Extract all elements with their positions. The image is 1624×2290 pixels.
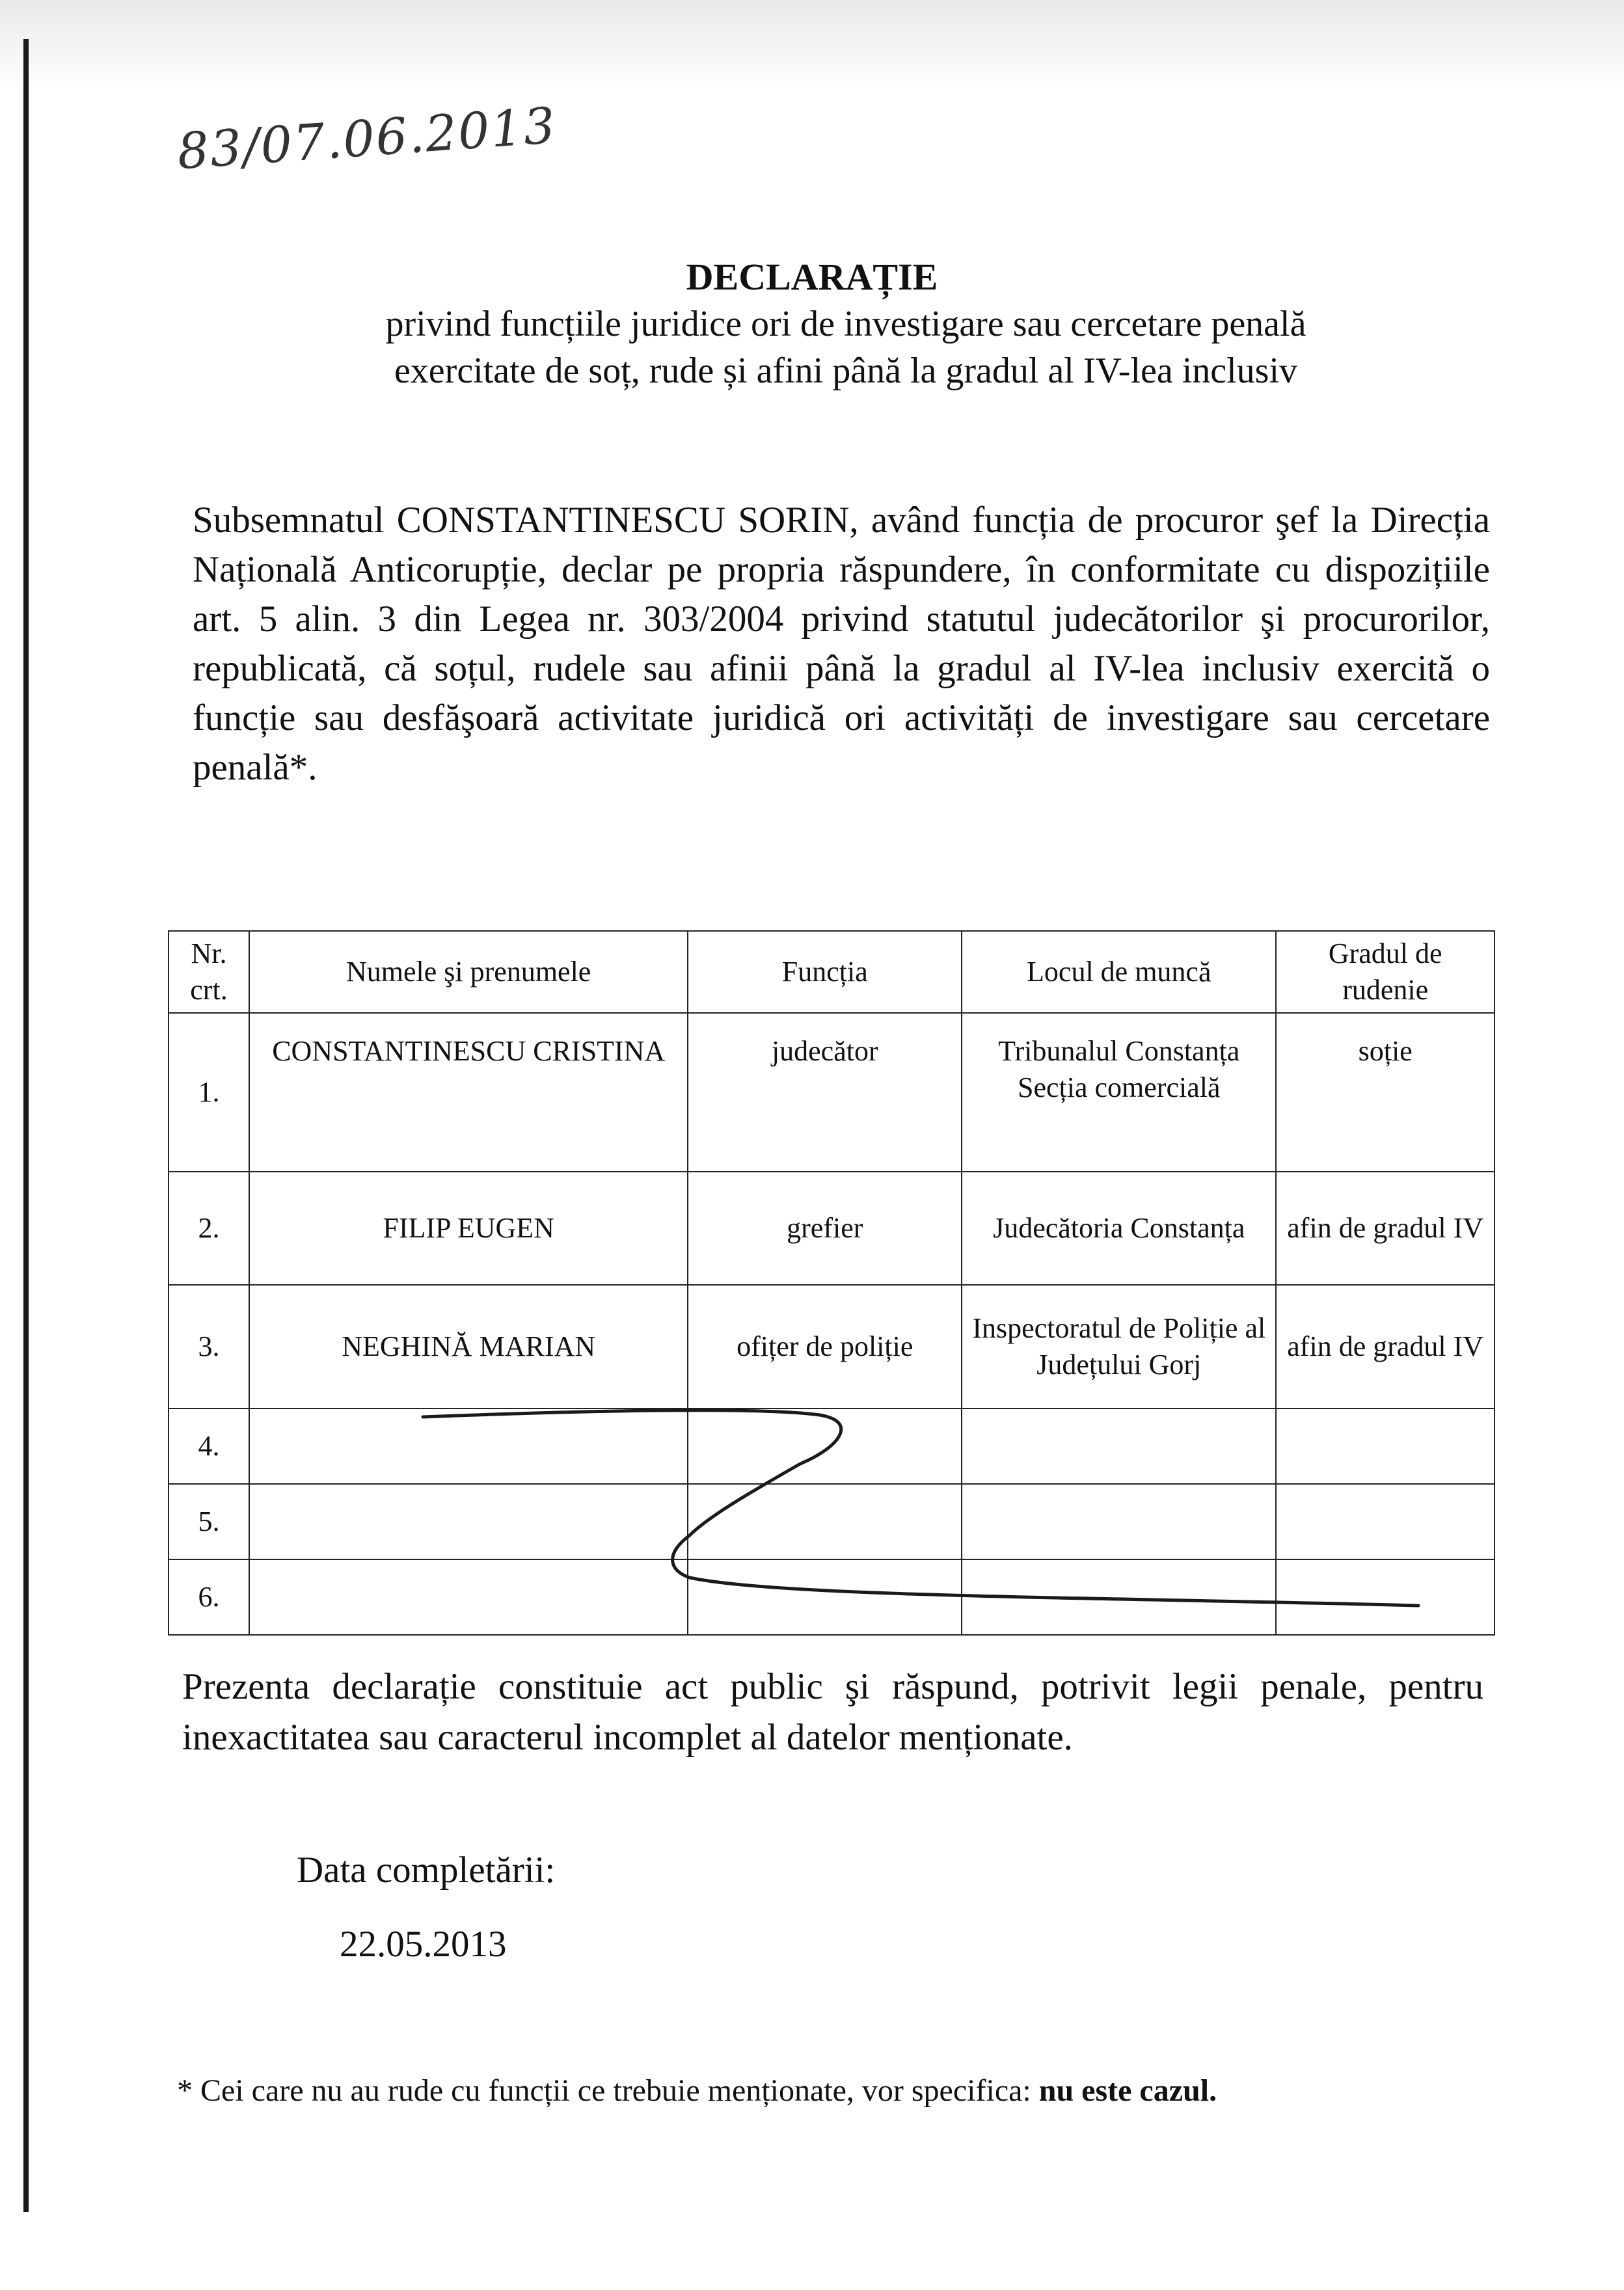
cell-nr: 1.	[169, 1013, 249, 1172]
cell-function: ofițer de poliție	[688, 1285, 962, 1408]
footnote	[177, 2073, 1217, 2108]
cell-degree	[1276, 1484, 1495, 1559]
completion-date: 22.05.2013	[340, 1924, 507, 1965]
scan-edge-bar	[23, 39, 29, 2212]
document-title: DECLARAȚIE	[686, 256, 938, 298]
registration-mark: 83/07.06.2013	[175, 96, 558, 181]
cell-workplace	[962, 1408, 1276, 1484]
table-header-row	[169, 931, 1495, 1013]
header-function: Funcția	[688, 931, 962, 1013]
scan-shadow	[0, 0, 1624, 91]
cell-workplace: Judecătoria Constanța	[962, 1172, 1276, 1285]
document-subtitle	[247, 301, 1444, 394]
cell-name: FILIP EUGEN	[249, 1172, 688, 1285]
cell-workplace: Inspectoratul de Poliție al Județului Gorj	[962, 1285, 1276, 1408]
cell-function: judecător	[688, 1013, 962, 1172]
footnote-text: * Cei care nu au rude cu funcții ce trebuie menționate, vor specifica:	[177, 2073, 1031, 2108]
cell-function	[688, 1559, 962, 1635]
cell-workplace	[962, 1559, 1276, 1635]
cell-workplace: Tribunalul Constanța Secția comercială	[962, 1013, 1276, 1172]
cell-nr: 2.	[169, 1172, 249, 1285]
cell-name: NEGHINĂ MARIAN	[249, 1285, 688, 1408]
closing-statement: Prezenta declarație constituie act public şi răspund, potrivit legii penale, pentru inexactitatea sau caracterul incomplet al datelor menționate.	[182, 1666, 1483, 1758]
cell-nr: 3.	[169, 1285, 249, 1408]
cell-degree: soție	[1276, 1013, 1495, 1172]
cell-degree: afin de gradul IV	[1276, 1172, 1495, 1285]
cell-degree	[1276, 1408, 1495, 1484]
relatives-table	[168, 930, 1495, 1636]
cell-degree: afin de gradul IV	[1276, 1285, 1495, 1408]
footnote-emphasis: nu este cazul.	[1038, 2073, 1217, 2108]
subtitle-line-1: privind funcțiile juridice ori de investigare sau cercetare penală	[385, 304, 1306, 344]
cell-degree	[1276, 1559, 1495, 1635]
table-row	[169, 1559, 1495, 1635]
cell-function	[688, 1408, 962, 1484]
cell-name	[249, 1408, 688, 1484]
header-nr: Nr. crt.	[169, 931, 249, 1013]
cell-name	[249, 1484, 688, 1559]
cell-name: CONSTANTINESCU CRISTINA	[249, 1013, 688, 1172]
table-row	[169, 1408, 1495, 1484]
header-workplace: Locul de muncă	[962, 931, 1276, 1013]
header-degree: Gradul de rudenie	[1276, 931, 1495, 1013]
cell-nr: 6.	[169, 1559, 249, 1635]
cell-function	[688, 1484, 962, 1559]
subtitle-line-2: exercitate de soț, rude și afini până la gradul al IV-lea inclusiv	[394, 351, 1298, 391]
cell-workplace	[962, 1484, 1276, 1559]
header-name: Numele şi prenumele	[249, 931, 688, 1013]
table-row	[169, 1484, 1495, 1559]
cell-nr: 4.	[169, 1408, 249, 1484]
cell-function: grefier	[688, 1172, 962, 1285]
completion-date-label: Data completării:	[297, 1850, 556, 1891]
cell-name	[249, 1559, 688, 1635]
table-row	[169, 1013, 1495, 1172]
table-row	[169, 1285, 1495, 1408]
cell-nr: 5.	[169, 1484, 249, 1559]
declaration-statement: Subsemnatul CONSTANTINESCU SORIN, având funcția de procuror şef la Direcția Națională Anticorupție, declar pe propria răspundere, în conformitate cu dispozițiile art. 5 alin. 3 din Legea nr. 303/2004 privind statutul judecătorilor şi procurorilor, republicată, că soțul, rudele sau afinii până la gradul al IV-lea inclusiv exercită o funcție sau desfăşoară activitate juridică ori activități de investigare sau cercetare penală*.	[193, 500, 1490, 788]
table-row	[169, 1172, 1495, 1285]
